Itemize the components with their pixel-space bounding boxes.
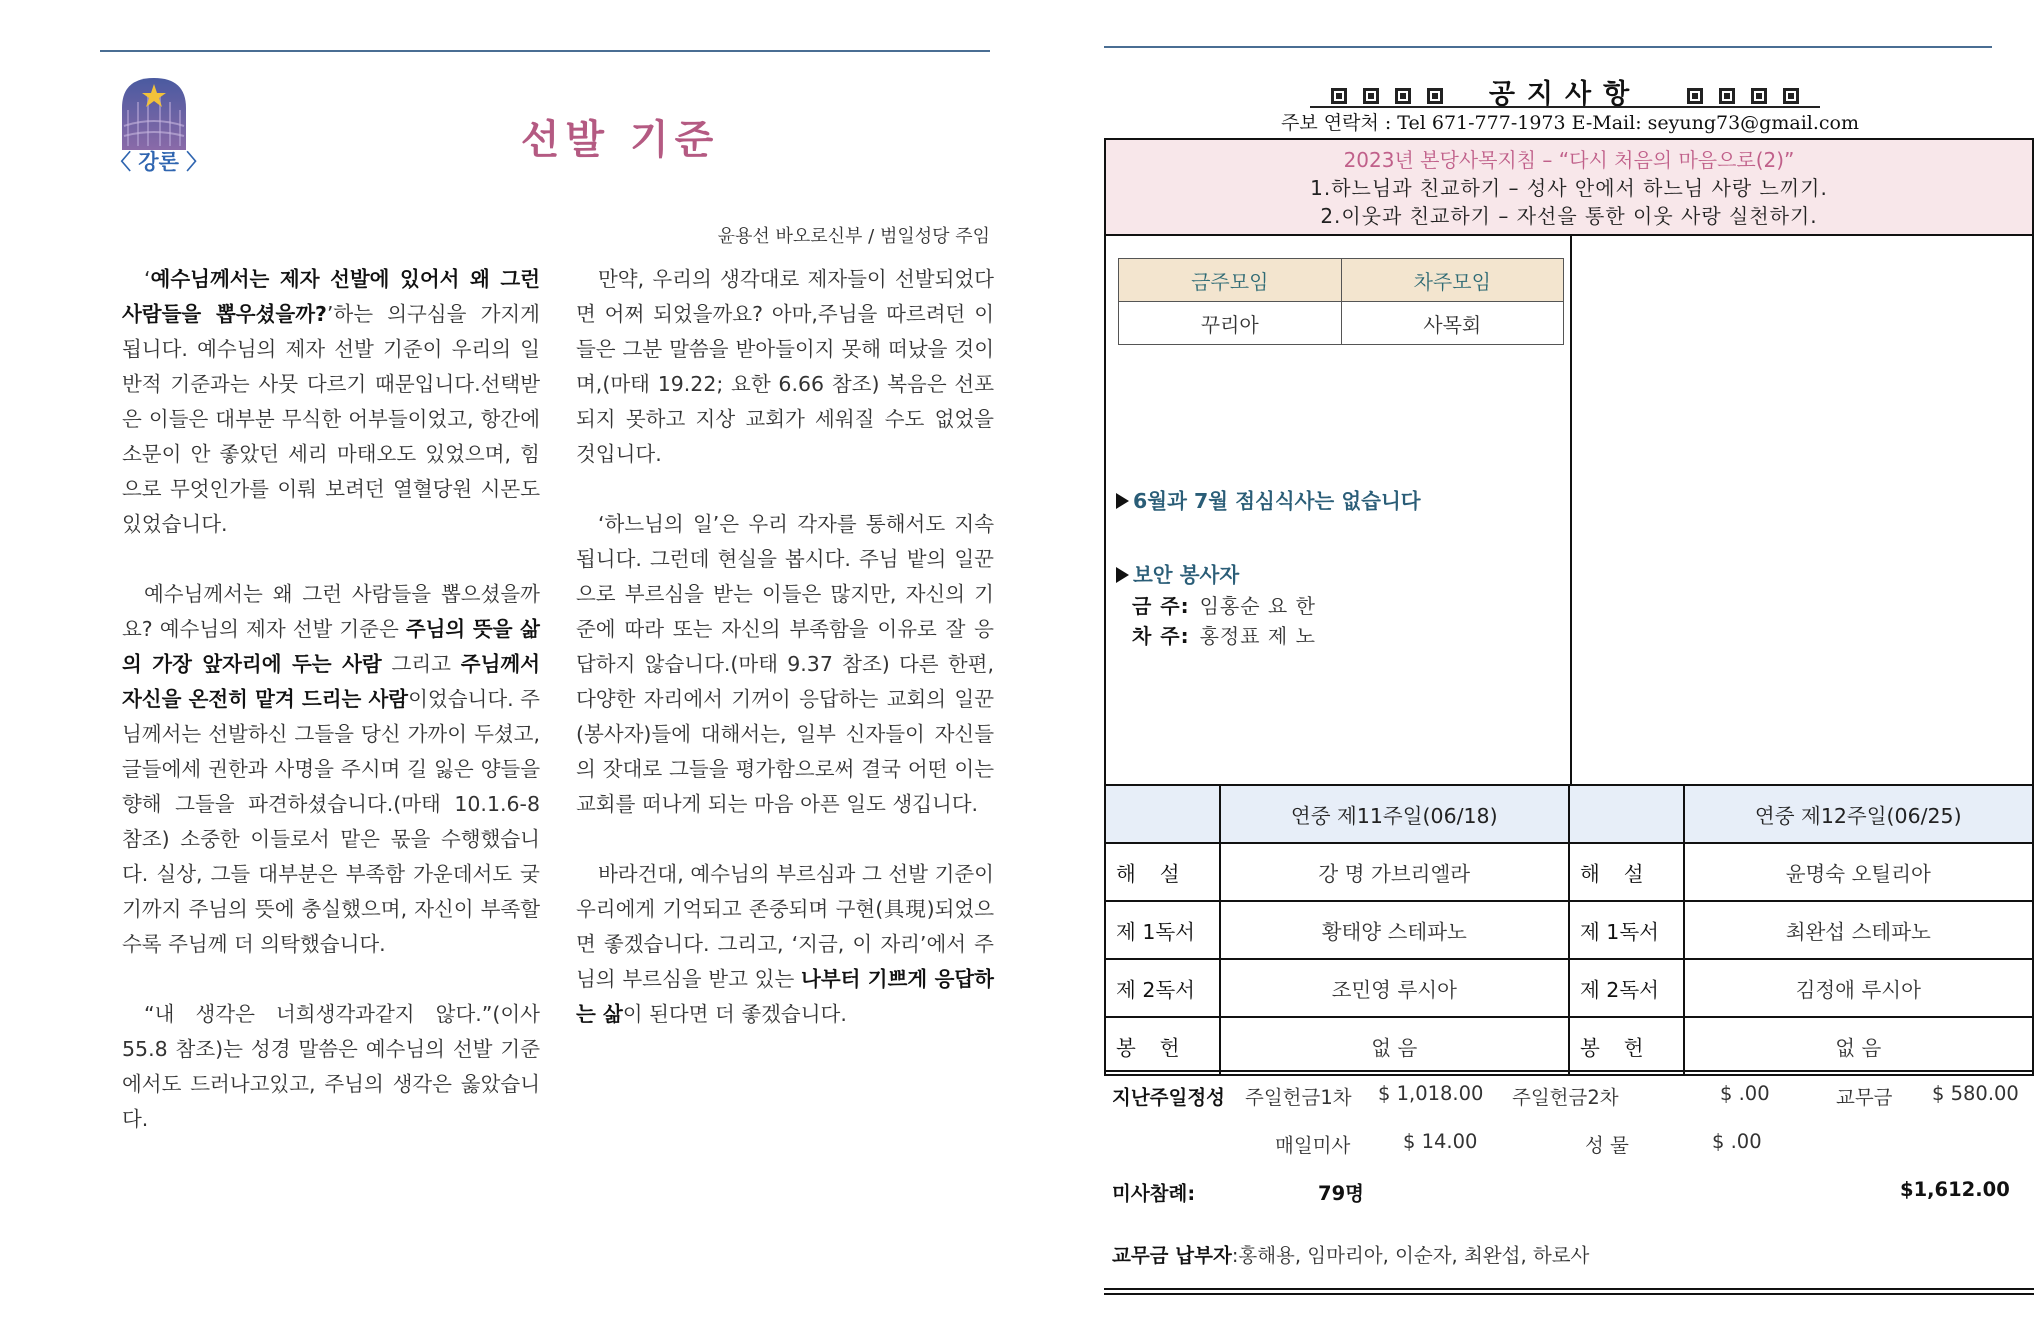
bottom-rule <box>1104 1288 2034 1290</box>
top-rule-right <box>1104 46 1992 48</box>
finance-item-label: 주일헌금2차 <box>1512 1086 1619 1109</box>
finance-item-value: $ 14.00 <box>1403 1130 1478 1153</box>
attendance-label: 미사참례: <box>1112 1182 1196 1205</box>
square-icon <box>1687 88 1703 104</box>
finance-item-value: $ 580.00 <box>1932 1082 2019 1105</box>
paragraph-text: ‘하느님의 일’은 우리 각자를 통해서도 지속됩니다. 그런데 현실을 봅시다. 주님 밭의 일꾼으로 부르심을 받는 이들은 많지만, 자신의 기준에 따라 또는 자신의 부족함을 이유로 잘 응답하지 않습니다.(마태 9.37 참조) 다른 한편, 다양한 자리에서 기꺼이 응답하는 교회의 일꾼(봉사자)들에 대해서는, 일부 신자들이 자신들의 잣대로 그들을 평가함으로써 결국 어떤 이는 교회를 떠나게 되는 마음 아픈 일도 생깁니다. <box>576 512 994 816</box>
guard-name: 임홍순 요 한 <box>1199 594 1316 618</box>
finance-item-value: $ .00 <box>1720 1082 1770 1105</box>
notice-text: 6월과 7월 점심식사는 없습니다 <box>1133 489 1421 513</box>
homily-logo <box>110 76 208 174</box>
paragraph-text: 이었습니다. 주님께서는 선발하신 그들을 당신 가까이 두셨고, 글들에세 권한과 사명을 주시며 길 잃은 양들을 향해 그들을 파견하셨습니다.(마태 10.1.6-8 참조) 소중한 이들로서 맡은 몫을 수행했습니다. 실상, 그들 대부분은 부족함 가운데서도 궂기까지 주님의 뜻에 충실했으며, 자신이 부족할수록 주님께 더 의탁했습니다. <box>122 687 540 956</box>
square-icon <box>1751 88 1767 104</box>
pastoral-motto <box>1106 140 2032 236</box>
roster-week-2: 연중 제12주일(06/25) <box>1684 785 2033 843</box>
roster-cell: 김정애 루시아 <box>1684 959 2033 1017</box>
finance-item-label: 주일헌금1차 <box>1245 1086 1352 1109</box>
roster-blank <box>1569 785 1684 843</box>
square-icon <box>1363 88 1379 104</box>
meeting-header-this-week: 금주모임 <box>1119 259 1342 302</box>
finance-item-label: 성 물 <box>1585 1134 1629 1157</box>
homily-paragraph <box>576 507 994 822</box>
homily-column-1 <box>122 262 540 1172</box>
guard-label: 차 주: <box>1132 624 1190 648</box>
ministry-roster <box>1104 784 2034 1076</box>
homily-badge: 〈 강론 〉 <box>110 150 208 174</box>
paragraph-text: ‘ <box>144 267 151 291</box>
finance-item-label: 교무금 <box>1836 1086 1893 1109</box>
motto-line-1: 1.하느님과 친교하기 – 성사 안에서 하느님 사랑 느끼기. <box>1310 176 1828 200</box>
triangle-bullet-icon <box>1116 567 1129 583</box>
bottom-rule <box>1104 1293 2034 1295</box>
homily-paragraph <box>576 857 994 1032</box>
column-divider <box>1570 236 1572 784</box>
meetings-table <box>1118 258 1564 345</box>
meeting-next-week: 사목회 <box>1341 302 1564 345</box>
paragraph-text: ’하는 의구심을 가지게 됩니다. 예수님의 제자 선발 기준이 우리의 일반적 기준과는 사뭇 다르기 때문입니다.선택받은 이들은 대부분 무식한 어부들이었고, 항간에 소문이 안 좋았던 세리 마태오도 있었으며, 힘으로 무엇인가를 이뤄 보려던 열혈당원 시몬도 있었습니다. <box>122 302 540 536</box>
finance-label: 지난주일정성 <box>1112 1086 1226 1109</box>
author-line: 윤용선 바오로신부 / 범일성당 주임 <box>717 226 990 247</box>
guard-next-week <box>1132 620 1316 649</box>
homily-paragraph <box>576 262 994 472</box>
notice-item-security <box>1116 558 1239 588</box>
roster-cell: 최완섭 스테파노 <box>1684 901 2033 959</box>
motto-title: 2023년 본당사목지침 – “다시 처음의 마음으로(2)” <box>1343 148 1795 172</box>
donors-line: 교무금 납부자:홍해용, 임마리아, 이순자, 최완섭, 하로사 <box>1112 1244 1590 1267</box>
finance-item-value: $ .00 <box>1712 1130 1762 1153</box>
roster-label: 해설 <box>1105 843 1220 901</box>
roster-cell: 강 명 가브리엘라 <box>1220 843 1569 901</box>
roster-label: 해설 <box>1569 843 1684 901</box>
meeting-header-next-week: 차주모임 <box>1341 259 1564 302</box>
attendance-count: 79명 <box>1318 1182 1364 1205</box>
homily-paragraph <box>122 262 540 542</box>
roster-label: 봉헌 <box>1569 1017 1684 1075</box>
paragraph-text: 예수님께서는 제자 선발에 있어서 왜 그런 사람들을 뽑우셨을까? <box>122 267 540 326</box>
top-rule-left <box>100 50 990 52</box>
roster-label: 제 1독서 <box>1569 901 1684 959</box>
finance-item-label: 매일미사 <box>1275 1134 1351 1157</box>
guard-this-week <box>1132 590 1316 619</box>
meeting-this-week: 꾸리아 <box>1119 302 1342 345</box>
roster-cell: 조민영 루시아 <box>1220 959 1569 1017</box>
paragraph-text: 예수님께서는 왜 그런 사람들을 뽑으셨을까요? 예수님의 제자 선발 기준은 <box>122 582 540 641</box>
guard-name: 홍정표 제 노 <box>1199 624 1316 648</box>
square-icon <box>1427 88 1443 104</box>
finance-total: $1,612.00 <box>1900 1178 2010 1201</box>
contact-line: 주보 연락처 : Tel 671-777-1973 E-Mail: seyung73@gmail.com <box>1281 112 1859 134</box>
finance-item-value: $ 1,018.00 <box>1378 1082 1484 1105</box>
notice-title: 공지사항 <box>1488 79 1642 110</box>
roster-cell: 윤명숙 오틸리아 <box>1684 843 2033 901</box>
paragraph-text: 주님께서 자신을 온전히 맡겨 드리는 사람 <box>122 652 540 711</box>
roster-week-1: 연중 제11주일(06/18) <box>1220 785 1569 843</box>
notice-item-lunch <box>1116 484 1421 514</box>
motto-line-2: 2.이웃과 친교하기 – 자선을 통한 이웃 사랑 실천하기. <box>1320 204 1818 228</box>
roster-cell: 황태양 스테파노 <box>1220 901 1569 959</box>
page-title: 선발 기준 <box>520 116 720 163</box>
roster-cell: 없 음 <box>1684 1017 2033 1075</box>
paragraph-text: 그리고 <box>381 652 461 676</box>
guard-label: 금 주: <box>1132 594 1190 618</box>
roster-label: 제 2독서 <box>1569 959 1684 1017</box>
paragraph-text: “내 생각은 너희생각과같지 않다.”(이사 55.8 참조)는 성경 말씀은 예수님의 선발 기준에서도 드러나고있고, 주님의 생각은 옳았습니다. <box>122 1002 540 1131</box>
homily-paragraph <box>122 997 540 1137</box>
paragraph-text: 바라건대, 예수님의 부르심과 그 선발 기준이 우리에게 기억되고 존중되며 구현(具現)되었으면 좋겠습니다. 그리고, ‘지금, 이 자리’에서 주님의 부르심을 받고 있는 <box>576 862 994 991</box>
square-icon <box>1783 88 1799 104</box>
roster-cell: 없 음 <box>1220 1017 1569 1075</box>
notice-text: 보안 봉사자 <box>1133 563 1240 587</box>
roster-blank <box>1105 785 1220 843</box>
paragraph-text: 이 된다면 더 좋겠습니다. <box>622 1002 847 1026</box>
square-icon <box>1395 88 1411 104</box>
triangle-bullet-icon <box>1116 493 1129 509</box>
notice-heading <box>1300 72 1830 111</box>
homily-column-2 <box>576 262 994 1067</box>
paragraph-text: 만약, 우리의 생각대로 제자들이 선발되었다면 어쩌 되었을까요? 아마,주님을 따르려던 이들은 그분 말씀을 받아들이지 못해 떠났을 것이며,(마태 19.22; 요한 6.66 참조) 복음은 선포되지 못하고 지상 교회가 세워질 수도 없었을 것입니다. <box>576 267 994 466</box>
square-icon <box>1719 88 1735 104</box>
roster-label: 제 1독서 <box>1105 901 1220 959</box>
homily-paragraph <box>122 577 540 962</box>
roster-label: 제 2독서 <box>1105 959 1220 1017</box>
roster-label: 봉헌 <box>1105 1017 1220 1075</box>
paragraph-text: 주님의 뜻을 삶의 가장 앞자리에 두는 사람 <box>122 617 540 676</box>
square-icon <box>1331 88 1347 104</box>
paragraph-text: 나부터 기쁘게 응답하는 삶 <box>576 967 994 1026</box>
